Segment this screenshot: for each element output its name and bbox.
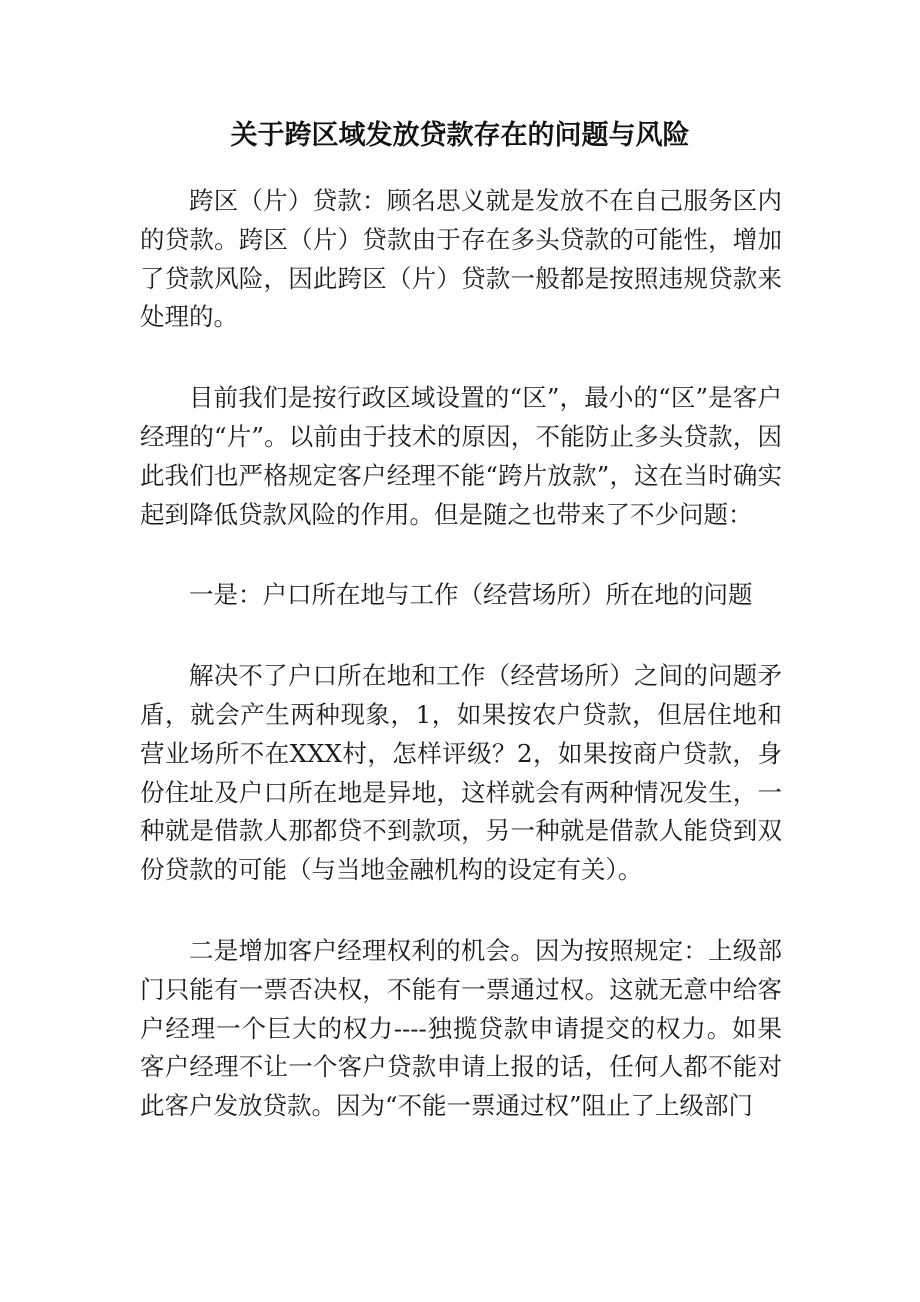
paragraph-issue-two: 二是增加客户经理权利的机会。因为按照规定：上级部门只能有一票否决权，不能有一票通过权。这就无意中给客户经理一个巨大的权力----独揽贷款申请提交的权力。如果客户经理不让一个客户贷款申请上报的话，任何人都不能对此客户发放贷款。因为“不能一票通过权”阻止了上级部门 xyxy=(140,935,782,1121)
paragraph-issue-one-detail: 解决不了户口所在地和工作（经营场所）之间的问题矛盾，就会产生两种现象，1，如果按农户贷款，但居住地和营业场所不在XXX村，怎样评级？2，如果按商户贷款，身份住址及户口所在地是异地，这样就会有两种情况发生，一种就是借款人那都贷不到款项，另一种就是借款人能贷到双份贷款的可能（与当地金融机构的设定有关）。 xyxy=(140,661,782,885)
paragraph-issue-one-heading: 一是：户口所在地与工作（经营场所）所在地的问题 xyxy=(189,580,753,610)
document-body xyxy=(140,182,782,1126)
document-title: 关于跨区域发放贷款存在的问题与风险 xyxy=(230,120,690,151)
paragraph-definition: 跨区（片）贷款：顾名思义就是发放不在自己服务区内的贷款。跨区（片）贷款由于存在多头贷款的可能性，增加了贷款风险，因此跨区（片）贷款一般都是按照违规贷款来处理的。 xyxy=(140,186,782,332)
paragraph-background: 目前我们是按行政区域设置的“区”，最小的“区”是客户经理的“片”。以前由于技术的原因，不能防止多头贷款，因此我们也严格规定客户经理不能“跨片放款”，这在当时确实起到降低贷款风险的作用。但是随之也带来了不少问题： xyxy=(140,383,782,529)
